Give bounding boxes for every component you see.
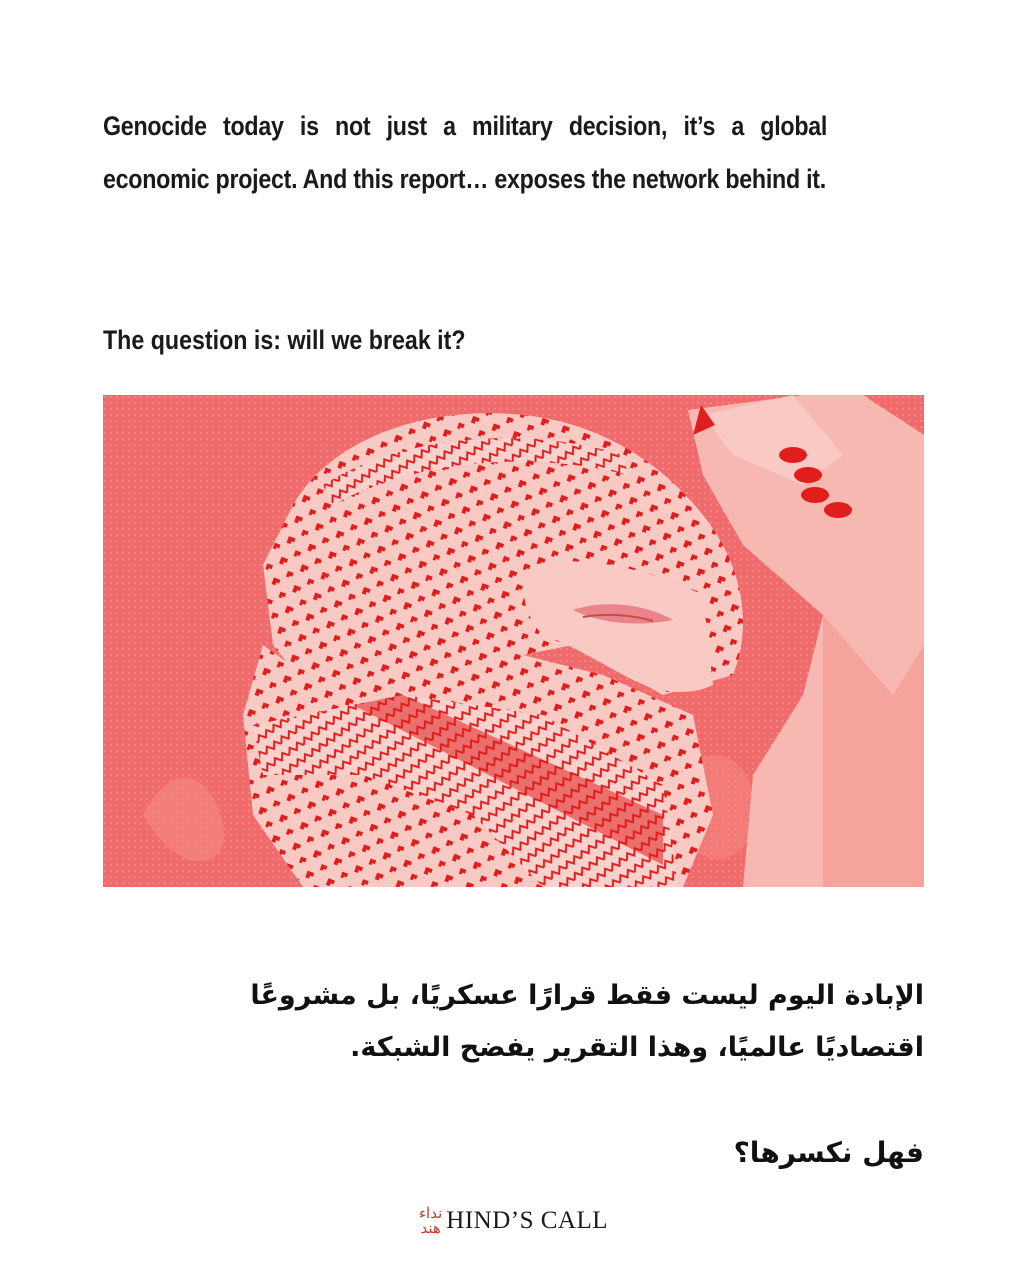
english-question: The question is: will we break it? <box>103 325 466 355</box>
logo-arabic-top: نداء <box>418 1204 443 1222</box>
english-paragraph: Genocide today is not just a military decision, it’s a global economic project. And this report… exposes the network behind it. <box>103 111 828 194</box>
logo-arabic-bottom: هند <box>420 1219 441 1237</box>
arabic-paragraph: الإبادة اليوم ليست فقط قرارًا عسكريًا، بل مشروعًا اقتصاديًا عالميًا، وهذا التقرير يفضح الشبكة. <box>250 980 924 1063</box>
keffiyeh-figure-illustration-icon <box>103 395 924 887</box>
arabic-text-block <box>204 970 924 1074</box>
arabic-question: فهل نكسرها؟ <box>733 1136 924 1169</box>
footer-logo <box>0 1196 1027 1246</box>
hero-illustration <box>103 395 924 887</box>
brand-name: HIND’S CALL <box>446 1207 609 1234</box>
hinds-call-logo-icon <box>419 1206 442 1236</box>
english-text-block <box>103 100 827 206</box>
